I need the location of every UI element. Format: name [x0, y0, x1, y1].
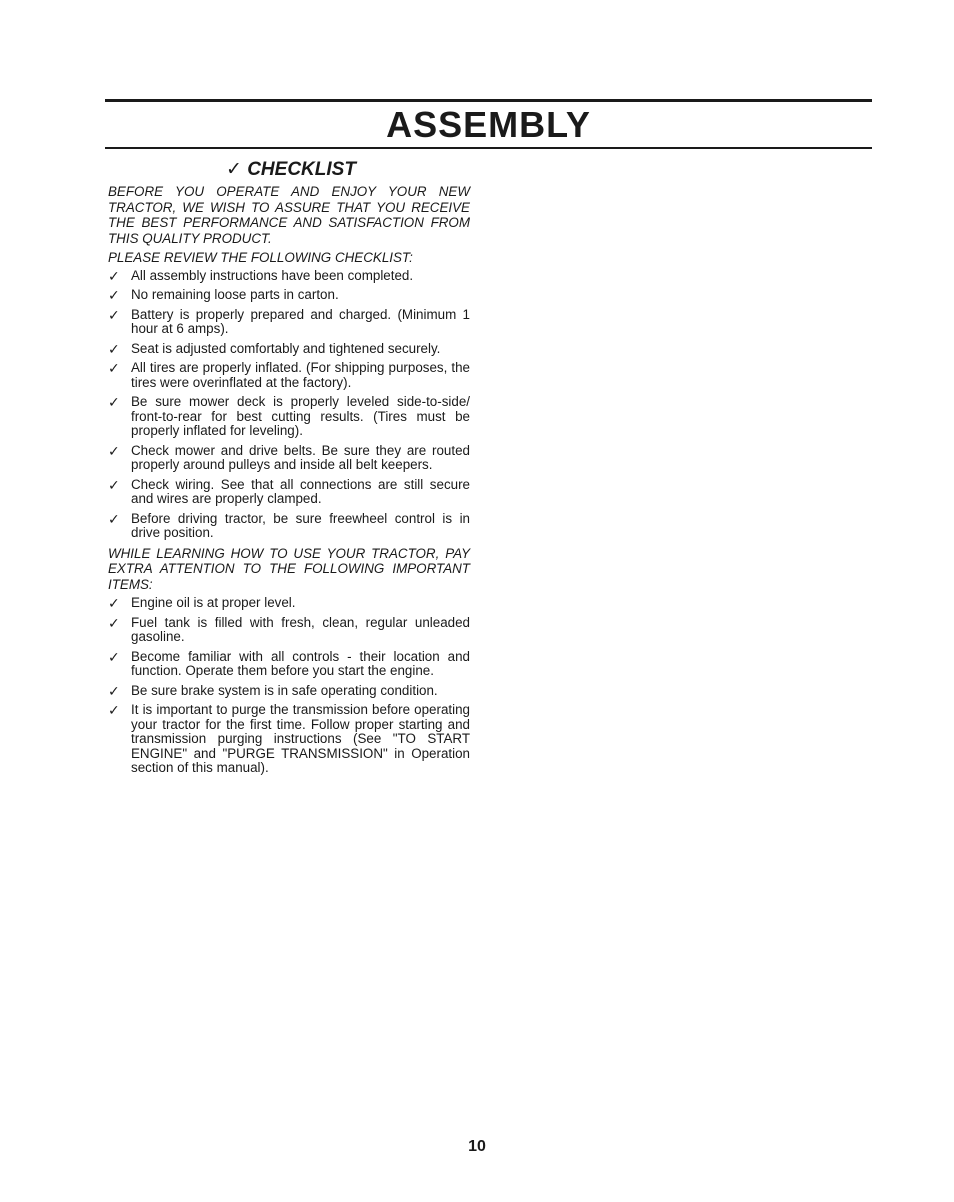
list-item-text: It is important to purge the transmission before operating your tractor for the first time. Follow proper starting and transmission purging instructions (See "TO START ENGINE" and "PURGE TRANSMISSION" in Operation section of this manual). [131, 702, 470, 775]
list-item [108, 616, 470, 645]
page-number: 10 [468, 1138, 486, 1155]
checkmark-icon: ✓ [108, 682, 120, 699]
list-item-text: Engine oil is at proper level. [131, 595, 296, 610]
list-item-text: Check wiring. See that all connections are still secure and wires are properly clamped. [131, 476, 470, 506]
checkmark-icon: ✓ [108, 510, 120, 527]
list-item-text: All tires are properly inflated. (For shipping purposes, the tires were overinflated at the factory). [131, 360, 470, 390]
checkmark-icon: ✓ [108, 595, 120, 611]
checkmark-icon: ✓ [108, 442, 120, 459]
header-bottom-rule [105, 147, 872, 149]
list-item [108, 444, 470, 473]
list-item [108, 650, 470, 679]
list-item [108, 512, 470, 541]
list-item [108, 478, 470, 507]
checkmark-icon: ✓ [108, 306, 120, 323]
list-item [108, 288, 470, 303]
checkmark-icon: ✓ [108, 394, 120, 410]
checkmark-icon: ✓ [108, 648, 120, 665]
list-item-text: No remaining loose parts in carton. [131, 287, 339, 302]
header-top-rule [105, 99, 872, 102]
page-title: ASSEMBLY [386, 104, 591, 145]
list-item-text: Fuel tank is filled with fresh, clean, regular unleaded gasoline. [131, 614, 470, 644]
list-item-text: Before driving tractor, be sure freewheel control is in drive position. [131, 510, 470, 540]
list-item [108, 596, 470, 611]
list-item [108, 395, 470, 439]
checkmark-icon: ✓ [108, 360, 120, 376]
checkmark-icon: ✓ [108, 702, 120, 718]
checkmark-icon: ✓ [108, 267, 120, 284]
important-items [108, 596, 470, 776]
list-item [108, 684, 470, 699]
list-item-text: All assembly instructions have been completed. [131, 267, 414, 283]
list-item-text: Check mower and drive belts. Be sure they are routed properly around pulleys and inside all belt keepers. [131, 442, 470, 472]
list-item-text: Seat is adjusted comfortably and tightened securely. [131, 340, 441, 356]
list-item [108, 361, 470, 390]
learning-prompt: WHILE LEARNING HOW TO USE YOUR TRACTOR, PAY EXTRA ATTENTION TO THE FOLLOWING IMPORTANT ITEMS: [108, 545, 470, 592]
list-item-text: Battery is properly prepared and charged. (Minimum 1 hour at 6 amps). [131, 306, 470, 336]
checkmark-icon: ✓ [108, 340, 120, 357]
review-prompt: PLEASE REVIEW THE FOLLOWING CHECKLIST: [108, 250, 413, 265]
checklist-heading: ✓ CHECKLIST [226, 159, 356, 180]
checkmark-icon: ✓ [108, 614, 120, 631]
checkmark-icon: ✓ [108, 476, 120, 493]
list-item [108, 703, 470, 776]
checklist-column [108, 184, 470, 781]
checkmark-icon: ✓ [108, 287, 120, 303]
checklist-items [108, 269, 470, 541]
list-item-text: Be sure brake system is in safe operating condition. [131, 682, 438, 698]
list-item [108, 269, 470, 284]
list-item-text: Be sure mower deck is properly leveled side-to-side/ front-to-rear for best cutting results. (Tires must be properly inflated for leveling). [131, 394, 470, 438]
checklist-intro: BEFORE YOU OPERATE AND ENJOY YOUR NEW TRACTOR, WE WISH TO ASSURE THAT YOU RECEIVE THE BEST PERFORMANCE AND SATISFACTION FROM THIS QUALITY PRODUCT. [108, 184, 470, 246]
list-item-text: Become familiar with all controls - their location and function. Operate them before you start the engine. [131, 648, 470, 678]
list-item [108, 308, 470, 337]
list-item [108, 342, 470, 357]
